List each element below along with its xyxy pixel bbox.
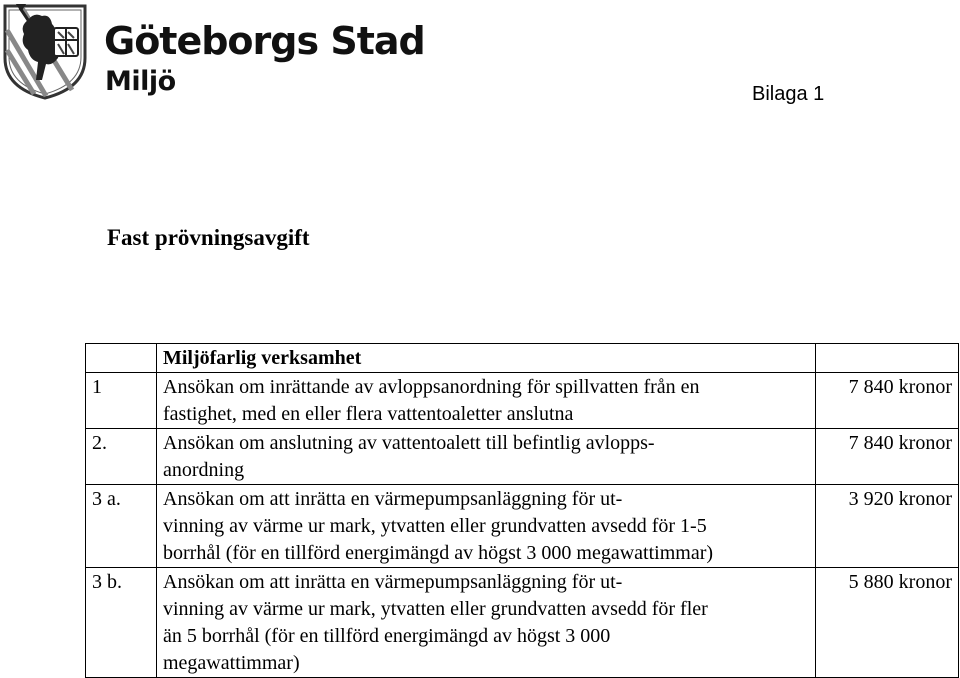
goteborg-coat-of-arms-logo xyxy=(2,0,88,100)
table-cell-empty xyxy=(816,344,959,373)
table-row xyxy=(86,568,959,678)
fee-table xyxy=(85,343,959,678)
document-title: Fast prövningsavgift xyxy=(107,225,310,250)
description-line: megawattimmar) xyxy=(163,652,300,674)
appendix-label: Bilaga 1 xyxy=(752,83,825,105)
row-amount: 7 840 kronor xyxy=(816,373,959,429)
description-line: än 5 borrhål (för en tillförd energimängd av högst 3 000 xyxy=(163,625,611,647)
table-cell-empty xyxy=(86,344,157,373)
row-amount: 5 880 kronor xyxy=(816,568,959,678)
row-amount: 7 840 kronor xyxy=(816,429,959,485)
description-line: fastighet, med en eller flera vattentoaletter anslutna xyxy=(163,403,574,425)
description-line: vinning av värme ur mark, ytvatten eller grundvatten avsedd för fler xyxy=(163,598,708,620)
brand-name: Göteborgs Stad xyxy=(104,19,425,63)
table-row xyxy=(86,429,959,485)
table-section-row xyxy=(86,344,959,373)
description-line: Ansökan om anslutning av vattentoalett till befintlig avlopps- xyxy=(163,432,655,454)
description-line: borrhål (för en tillförd energimängd av högst 3 000 megawattimmar) xyxy=(163,542,714,564)
table-row xyxy=(86,373,959,429)
description-line: vinning av värme ur mark, ytvatten eller grundvatten avsedd för 1-5 xyxy=(163,515,707,537)
table-row xyxy=(86,485,959,568)
row-number: 2. xyxy=(86,429,157,485)
description-line: anordning xyxy=(163,459,245,481)
section-heading: Miljöfarlig verksamhet xyxy=(163,347,362,369)
row-number: 3 b. xyxy=(86,568,157,678)
row-description xyxy=(157,373,816,429)
brand-department: Miljö xyxy=(105,66,176,97)
row-number: 1 xyxy=(86,373,157,429)
description-line: Ansökan om att inrätta en värmepumpsanläggning för ut- xyxy=(163,571,623,593)
row-amount: 3 920 kronor xyxy=(816,485,959,568)
description-line: Ansökan om inrättande av avloppsanordning för spillvatten från en xyxy=(163,376,700,398)
table-cell-section xyxy=(157,344,816,373)
row-description xyxy=(157,485,816,568)
description-line: Ansökan om att inrätta en värmepumpsanläggning för ut- xyxy=(163,488,623,510)
row-description xyxy=(157,568,816,678)
row-number: 3 a. xyxy=(86,485,157,568)
row-description xyxy=(157,429,816,485)
